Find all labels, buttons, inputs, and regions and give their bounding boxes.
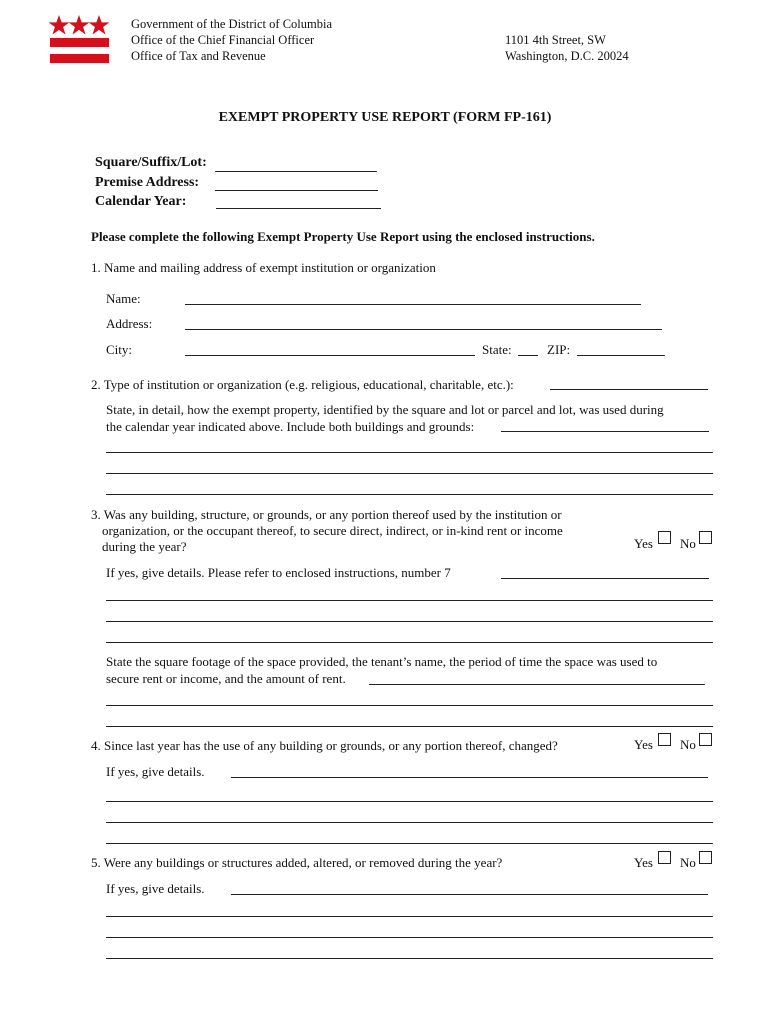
question-4-ifyes-text: If yes, give details. bbox=[106, 764, 205, 779]
zip-field[interactable] bbox=[577, 355, 665, 356]
question-2-text: 2. Type of institution or organization (e.g. religious, educational, charitable, etc.): bbox=[91, 377, 514, 392]
address-label: Address: bbox=[106, 316, 153, 331]
rent-details-field-3[interactable] bbox=[106, 621, 713, 622]
square-footage-field-3[interactable] bbox=[106, 726, 713, 727]
question-5-text: 5. Were any buildings or structures added, altered, or removed during the year? bbox=[91, 855, 503, 870]
question-5-no-checkbox[interactable] bbox=[699, 851, 712, 864]
question-4-no-checkbox[interactable] bbox=[699, 733, 712, 746]
question-5-yes-checkbox[interactable] bbox=[658, 851, 671, 864]
premise-address-field[interactable] bbox=[215, 190, 378, 191]
question-4-text: 4. Since last year has the use of any building or grounds, or any portion thereof, changed? bbox=[91, 738, 558, 753]
square-suffix-lot-field[interactable] bbox=[215, 171, 377, 172]
structure-change-field-4[interactable] bbox=[106, 958, 713, 959]
header-address-line-1: 1101 4th Street, SW bbox=[505, 33, 606, 47]
question-3-ifyes-text: If yes, give details. Please refer to enclosed instructions, number 7 bbox=[106, 565, 451, 580]
question-4-yes-checkbox[interactable] bbox=[658, 733, 671, 746]
structure-change-field-2[interactable] bbox=[106, 916, 713, 917]
square-suffix-lot-label: Square/Suffix/Lot: bbox=[95, 155, 207, 170]
instructions-text: Please complete the following Exempt Property Use Report using the enclosed instructions. bbox=[91, 229, 595, 244]
form-title: EXEMPT PROPERTY USE REPORT (FORM FP-161) bbox=[218, 110, 552, 125]
question-4-yes-label: Yes bbox=[634, 737, 653, 752]
header-address-line-2: Washington, D.C. 20024 bbox=[505, 49, 629, 63]
question-3-yes-label: Yes bbox=[634, 536, 653, 551]
question-2-detail-line-1: State, in detail, how the exempt property, identified by the square and lot or parcel and lot, was used during bbox=[106, 402, 664, 417]
rent-details-field-1[interactable] bbox=[501, 578, 709, 579]
square-footage-line-1: State the square footage of the space provided, the tenant’s name, the period of time the space was used to bbox=[106, 654, 658, 669]
question-3-no-checkbox[interactable] bbox=[699, 531, 712, 544]
property-use-field-3[interactable] bbox=[106, 473, 713, 474]
question-3-yes-checkbox[interactable] bbox=[658, 531, 671, 544]
question-3-line-2: organization, or the occupant thereof, to secure direct, indirect, or in-kind rent or income bbox=[102, 523, 563, 538]
question-3-no-label: No bbox=[680, 536, 696, 551]
state-field[interactable] bbox=[518, 355, 538, 356]
square-footage-field-2[interactable] bbox=[106, 705, 713, 706]
header-org-line-2: Office of the Chief Financial Officer bbox=[131, 33, 315, 47]
question-5-yes-label: Yes bbox=[634, 855, 653, 870]
premise-address-label: Premise Address: bbox=[95, 175, 200, 190]
zip-label: ZIP: bbox=[547, 342, 571, 357]
property-use-field-2[interactable] bbox=[106, 452, 713, 453]
question-1-text: 1. Name and mailing address of exempt institution or organization bbox=[91, 260, 436, 275]
square-footage-field-1[interactable] bbox=[369, 684, 705, 685]
structure-change-field-3[interactable] bbox=[106, 937, 713, 938]
city-label: City: bbox=[106, 342, 133, 357]
name-label: Name: bbox=[106, 291, 141, 306]
question-5-ifyes-text: If yes, give details. bbox=[106, 881, 205, 896]
property-use-field-4[interactable] bbox=[106, 494, 713, 495]
address-field[interactable] bbox=[185, 329, 662, 330]
institution-type-field[interactable] bbox=[550, 389, 708, 390]
calendar-year-field[interactable] bbox=[216, 208, 381, 209]
question-3-line-1: 3. Was any building, structure, or grounds, or any portion thereof used by the institution or bbox=[91, 507, 562, 522]
state-label: State: bbox=[482, 342, 512, 357]
rent-details-field-2[interactable] bbox=[106, 600, 713, 601]
question-4-no-label: No bbox=[680, 737, 696, 752]
square-footage-line-2: secure rent or income, and the amount of rent. bbox=[106, 671, 346, 686]
question-3-line-3: during the year? bbox=[102, 539, 187, 554]
use-change-field-4[interactable] bbox=[106, 843, 713, 844]
question-5-no-label: No bbox=[680, 855, 696, 870]
use-change-field-2[interactable] bbox=[106, 801, 713, 802]
name-field[interactable] bbox=[185, 304, 641, 305]
header-org-line-1: Government of the District of Columbia bbox=[131, 17, 333, 31]
use-change-field-1[interactable] bbox=[231, 777, 708, 778]
rent-details-field-4[interactable] bbox=[106, 642, 713, 643]
question-2-detail-line-2: the calendar year indicated above. Include both buildings and grounds: bbox=[106, 419, 475, 434]
calendar-year-label: Calendar Year: bbox=[95, 194, 187, 209]
structure-change-field-1[interactable] bbox=[231, 894, 708, 895]
header-org-line-3: Office of Tax and Revenue bbox=[131, 49, 266, 63]
city-field[interactable] bbox=[185, 355, 475, 356]
use-change-field-3[interactable] bbox=[106, 822, 713, 823]
property-use-field-1[interactable] bbox=[501, 431, 709, 432]
dc-flag-icon bbox=[47, 15, 111, 67]
